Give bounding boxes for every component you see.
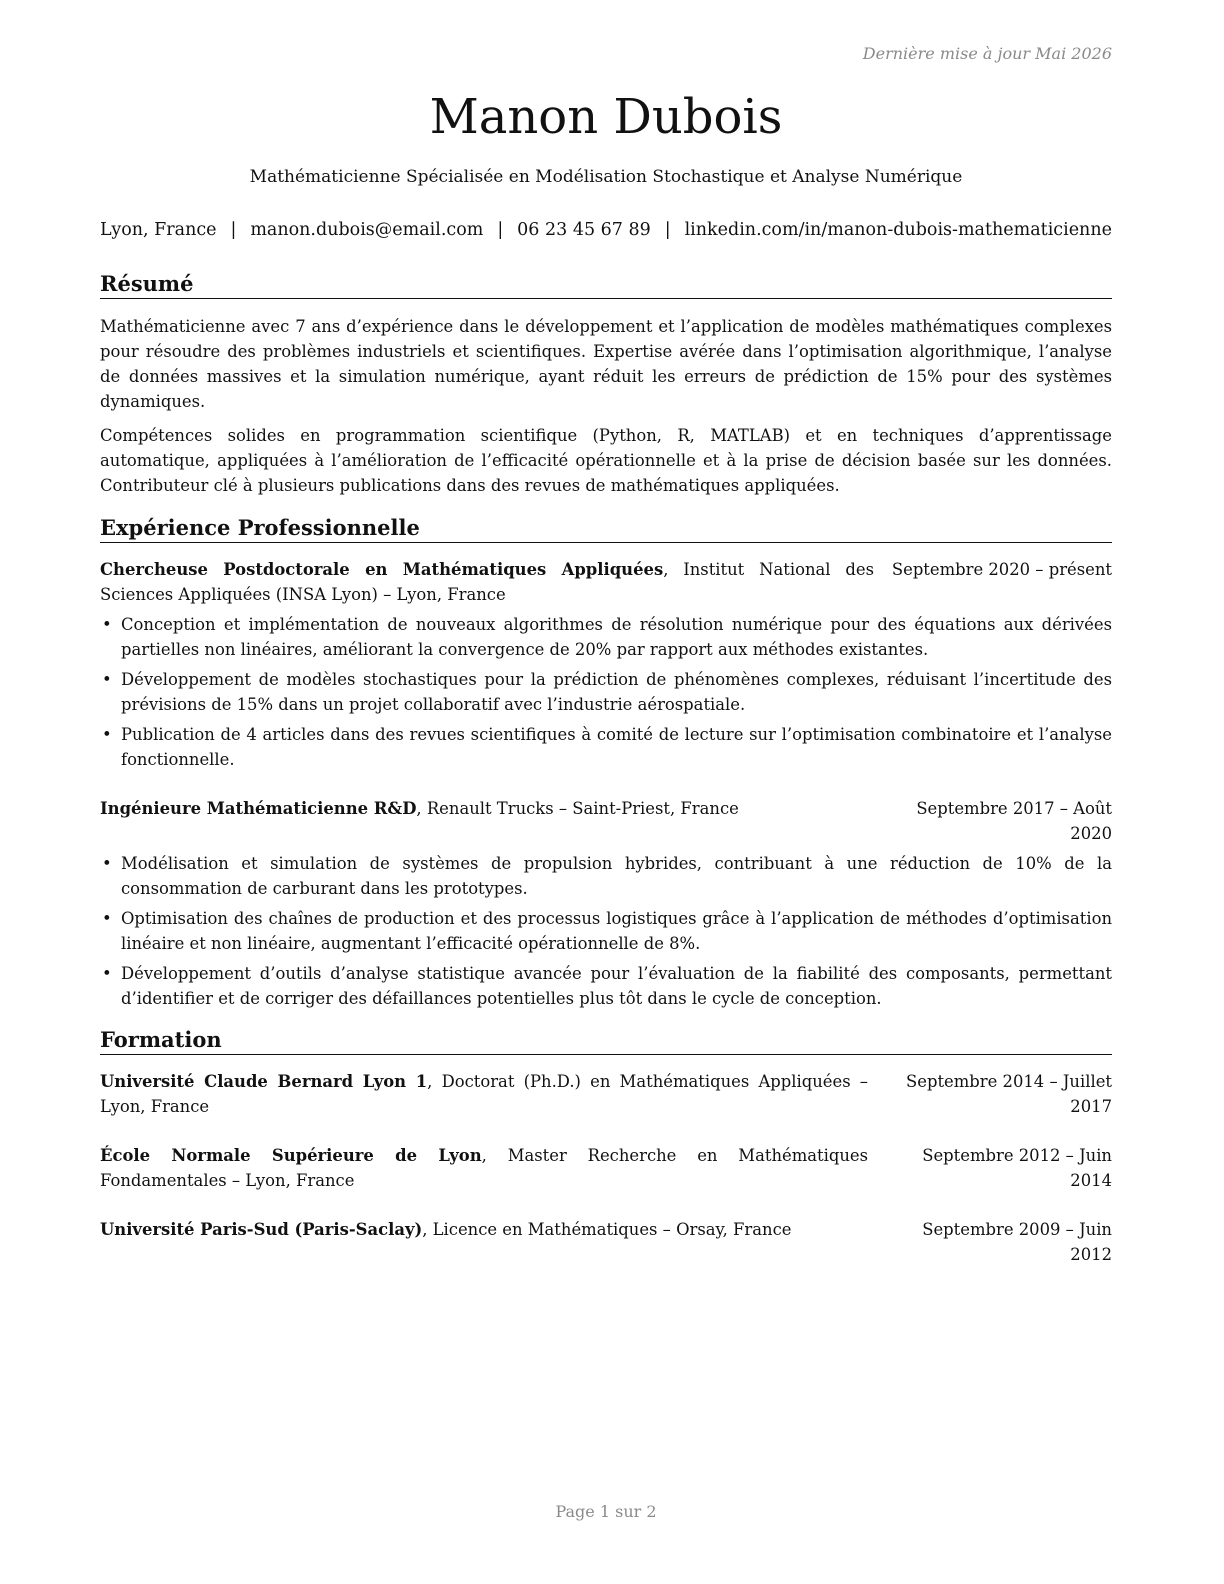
education-school: Université Paris-Sud (Paris-Saclay): [100, 1220, 423, 1239]
contact-email[interactable]: manon.dubois@email.com: [250, 220, 484, 240]
job-header: [100, 796, 1112, 846]
job-dates: Septembre 2020 – présent: [891, 560, 1112, 579]
education-school: Université Claude Bernard Lyon 1: [100, 1072, 428, 1091]
education-item: [100, 1143, 1112, 1193]
contact-phone[interactable]: 06 23 45 67 89: [517, 220, 651, 240]
contact-separator: |: [497, 220, 504, 240]
resume-paragraph: Compétences solides en programmation scientifique (Python, R, MATLAB) et en techniques d’apprentissage automatique, appliquées à l’amélioration de l’efficacité opérationnelle et à la prise de décision basée sur les données. Contributeur clé à plusieurs publications dans des revues de mathématiques appliquées.: [100, 426, 1112, 495]
job-title-line: [100, 557, 882, 607]
education-dates: Septembre 2009 – Juin 2012: [922, 1220, 1112, 1264]
education-dates: Septembre 2014 – Juillet 2017: [906, 1072, 1112, 1116]
last-updated: Dernière mise à jour Mai 2026: [862, 44, 1112, 63]
job-header: [100, 557, 1112, 607]
resume-page: [100, 0, 1112, 1584]
job-bullets: [100, 612, 1112, 777]
education-detail: , Doctorat (Ph.D.) en Mathématiques Appliquées – Lyon, France: [100, 1072, 868, 1116]
contact-separator: |: [230, 220, 237, 240]
education-school: École Normale Supérieure de Lyon: [100, 1146, 482, 1165]
section-title-resume: Résumé: [100, 271, 1112, 299]
list-item: • Publication de 4 articles dans des revues scientifiques à comité de lecture sur l’optimisation combinatoire et l’analyse fonctionnelle.: [100, 722, 1112, 772]
contact-linkedin[interactable]: linkedin.com/in/manon-dubois-mathematicienne: [684, 220, 1112, 240]
job-dates: Septembre 2017 – Août 2020: [916, 799, 1112, 843]
education-title-line: [100, 1069, 876, 1119]
education-item: [100, 1217, 1112, 1267]
job-role: Ingénieure Mathématicienne R&D: [100, 799, 417, 818]
job-org: , Institut National des Sciences Appliquées (INSA Lyon) – Lyon, France: [100, 560, 875, 604]
section-title-experience: Expérience Professionnelle: [100, 515, 1112, 543]
contact-line: [100, 220, 1112, 240]
section-title-education: Formation: [100, 1027, 1112, 1055]
education-detail: , Master Recherche en Mathématiques Fondamentales – Lyon, France: [100, 1146, 869, 1190]
education-title-line: [100, 1217, 876, 1267]
page-number: Page 1 sur 2: [555, 1502, 657, 1521]
list-item: • Optimisation des chaînes de production et des processus logistiques grâce à l’application de méthodes d’optimisation linéaire et non linéaire, augmentant l’efficacité opérationnelle de 8%.: [100, 906, 1112, 956]
resume-paragraph: Mathématicienne avec 7 ans d’expérience dans le développement et l’application de modèles mathématiques complexes pour résoudre des problèmes industriels et scientifiques. Expertise avérée dans l’optimisation algorithmique, l’analyse de données massives et la simulation numérique, ayant réduit les erreurs de prédiction de 15% pour des systèmes dynamiques.: [100, 317, 1112, 411]
candidate-name: Manon Dubois: [429, 89, 783, 145]
job-title-line: [100, 796, 876, 846]
education-dates: Septembre 2012 – Juin 2014: [922, 1146, 1112, 1190]
list-item: • Conception et implémentation de nouveaux algorithmes de résolution numérique pour des équations aux dérivées partielles non linéaires, améliorant la convergence de 20% par rapport aux méthodes existantes.: [100, 612, 1112, 662]
job-bullets: [100, 851, 1112, 1016]
contact-separator: |: [664, 220, 671, 240]
education-title-line: [100, 1143, 876, 1193]
job-org: , Renault Trucks – Saint-Priest, France: [416, 799, 739, 818]
education-item: [100, 1069, 1112, 1119]
education-detail: , Licence en Mathématiques – Orsay, France: [422, 1220, 792, 1239]
list-item: • Modélisation et simulation de systèmes de propulsion hybrides, contribuant à une réduction de 10% de la consommation de carburant dans les prototypes.: [100, 851, 1112, 901]
contact-location: Lyon, France: [100, 220, 217, 240]
job-role: Chercheuse Postdoctorale en Mathématiques Appliquées: [100, 560, 664, 579]
list-item: • Développement d’outils d’analyse statistique avancée pour l’évaluation de la fiabilité des composants, permettant d’identifier et de corriger des défaillances potentielles plus tôt dans le cycle de conception.: [100, 961, 1112, 1011]
headline: Mathématicienne Spécialisée en Modélisation Stochastique et Analyse Numérique: [249, 167, 963, 187]
list-item: • Développement de modèles stochastiques pour la prédiction de phénomènes complexes, réduisant l’incertitude des prévisions de 15% dans un projet collaboratif avec l’industrie aérospatiale.: [100, 667, 1112, 717]
